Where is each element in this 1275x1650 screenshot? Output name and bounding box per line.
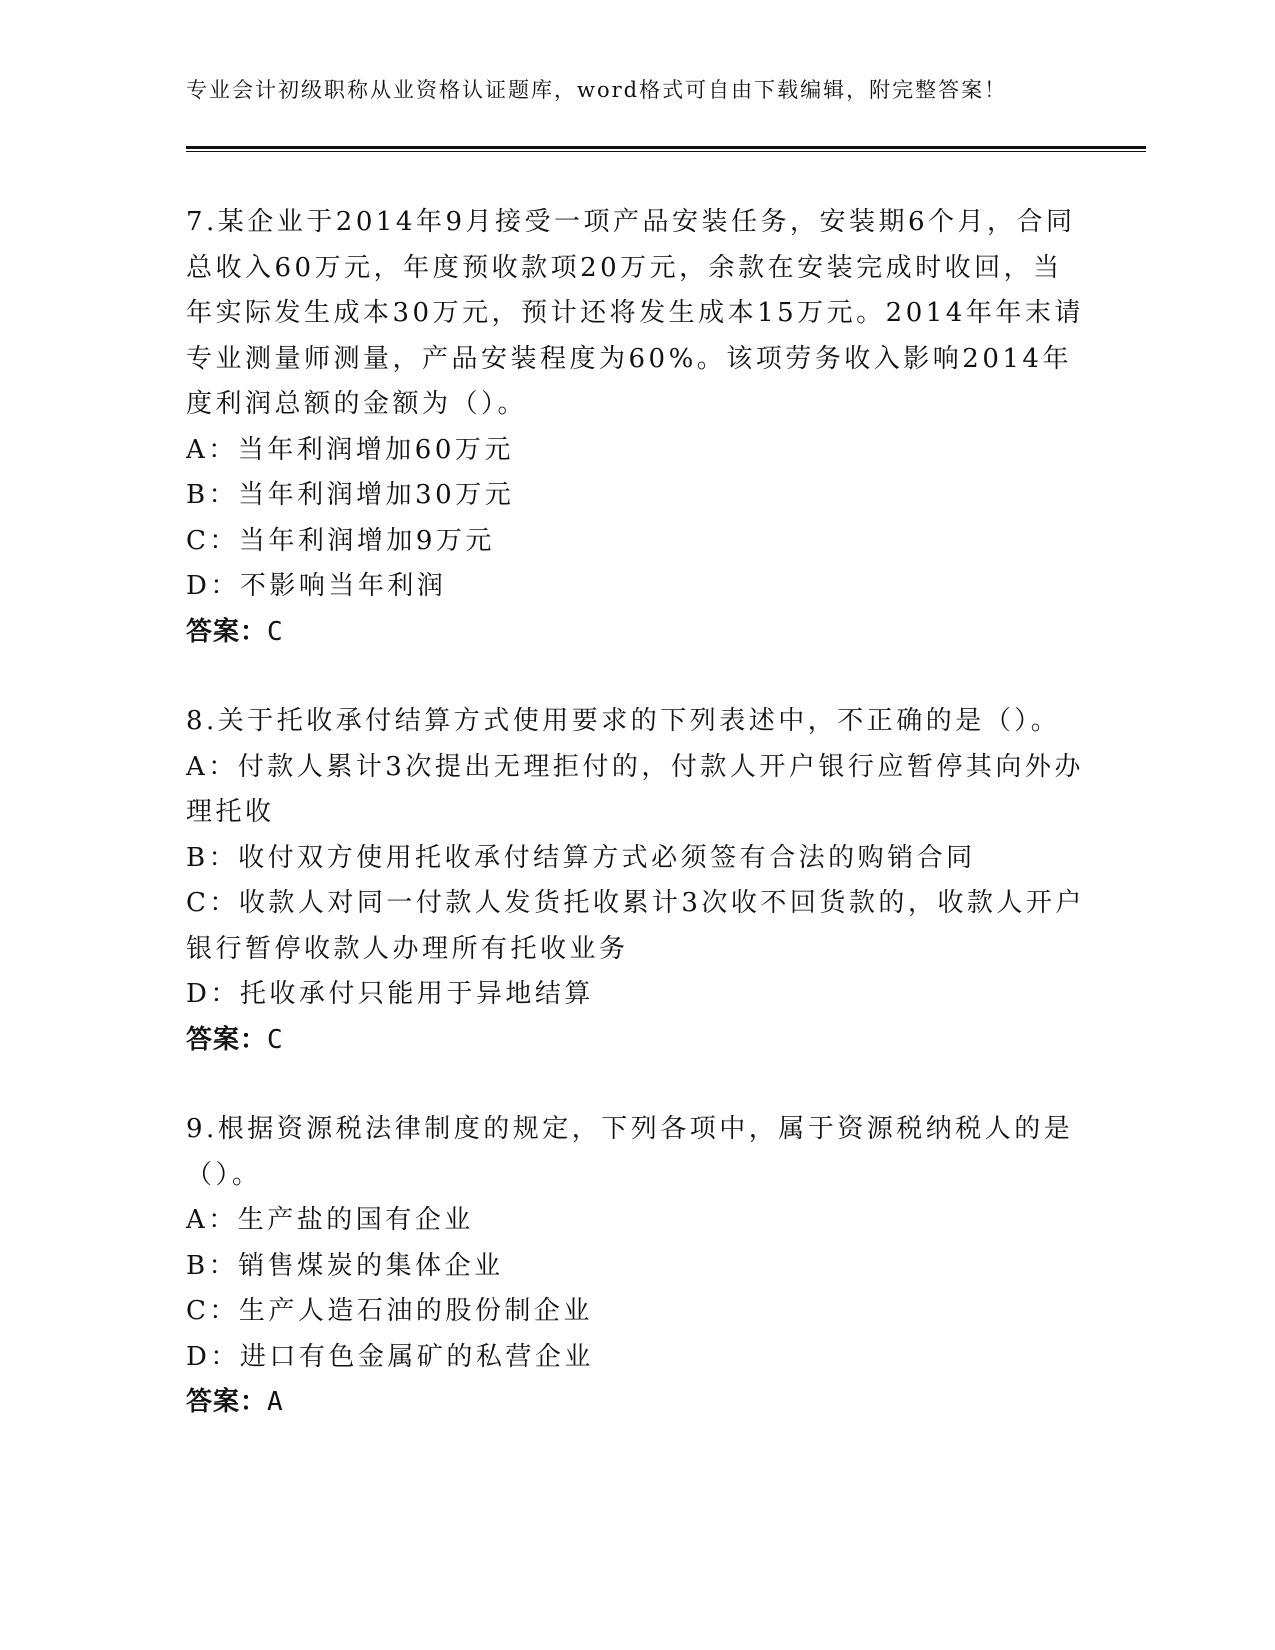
answer-value: C bbox=[267, 616, 284, 647]
option-c: C：当年利润增加9万元 bbox=[186, 525, 495, 556]
question-text: 7.某企业于2014年9月接受一项产品安装任务，安装期6个月，合同总收入60万元，年度预收款项20万元，余款在安装完成时收回，当年实际发生成本30万元，预计还将发生成本15万元。2014年年末请专业测量师测量，产品安装程度为60%。该项劳务收入影响2014年度利润总额的金额为（）。 bbox=[186, 207, 1084, 419]
option-b: B：收付双方使用托收承付结算方式必须签有合法的购销合同 bbox=[186, 842, 976, 873]
question-text: 9.根据资源税法律制度的规定，下列各项中，属于资源税纳税人的是（）。 bbox=[186, 1114, 1074, 1190]
answer-label: 答案： bbox=[186, 616, 268, 647]
option-d: D：进口有色金属矿的私营企业 bbox=[186, 1341, 594, 1372]
answer-label: 答案： bbox=[186, 1387, 268, 1417]
header-divider-thin bbox=[186, 151, 1146, 152]
option-c: C：生产人造石油的股份制企业 bbox=[186, 1296, 593, 1326]
option-d: D：托收承付只能用于异地结算 bbox=[186, 979, 594, 1009]
answer-value: A bbox=[267, 1387, 284, 1417]
option-b: B：当年利润增加30万元 bbox=[186, 480, 515, 510]
option-b: B：销售煤炭的集体企业 bbox=[186, 1250, 504, 1281]
question-list bbox=[186, 200, 1086, 1470]
answer-line bbox=[186, 1380, 1086, 1426]
question-8 bbox=[186, 699, 1086, 1063]
answer-line bbox=[186, 1018, 1086, 1064]
question-7 bbox=[186, 200, 1086, 655]
question-9 bbox=[186, 1107, 1086, 1426]
option-a: A：生产盐的国有企业 bbox=[186, 1205, 474, 1235]
option-a: A：当年利润增加60万元 bbox=[186, 434, 514, 465]
answer-line bbox=[186, 610, 1086, 656]
option-c: C：收款人对同一付款人发货托收累计3次收不回货款的，收款人开户银行暂停收款人办理所有托收业务 bbox=[186, 888, 1085, 964]
answer-value: C bbox=[267, 1024, 284, 1055]
option-a: A：付款人累计3次提出无理拒付的，付款人开户银行应暂停其向外办理托收 bbox=[186, 751, 1084, 827]
page-header: 专业会计初级职称从业资格认证题库，word格式可自由下载编辑，附完整答案！ bbox=[186, 78, 1008, 102]
answer-label: 答案： bbox=[186, 1024, 268, 1055]
question-text: 8.关于托收承付结算方式使用要求的下列表述中，不正确的是（）。 bbox=[186, 706, 1061, 736]
option-d: D：不影响当年利润 bbox=[186, 571, 447, 601]
header-divider-thick bbox=[186, 146, 1146, 149]
